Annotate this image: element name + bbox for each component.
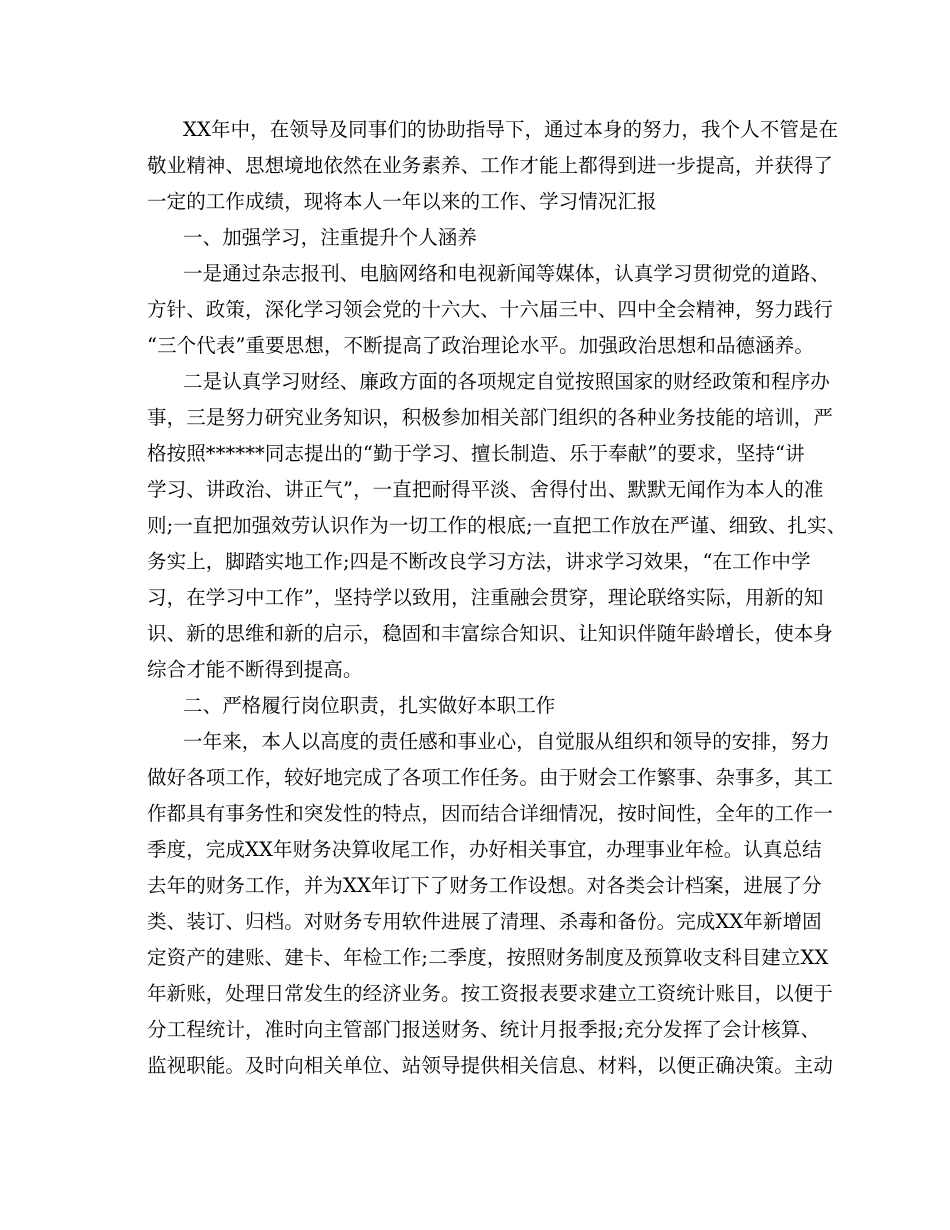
text-line: 一年来，本人以高度的责任感和事业心，自觉服从组织和领导的安排，努力 [183,730,830,753]
text-line: 方针、政策，深化学习领会党的十六大、十六届三中、四中全会精神，努力践行 [147,298,834,321]
section-heading: 二、严格履行岗位职责，扎实做好本职工作 [183,694,556,717]
section-heading: 一、加强学习，注重提升个人涵养 [183,226,478,249]
text-line: 一定的工作成绩，现将本人一年以来的工作、学习情况汇报 [147,190,657,213]
text-line: 类、装订、归档。对财务专用软件进展了清理、杀毒和备份。完成XX年新增固 [147,910,822,933]
text-line: 年新账，处理日常发生的经济业务。按工资报表要求建立工资统计账目，以便于 [147,982,834,1005]
text-line: 分工程统计，准时向主管部门报送财务、统计月报季报;充分发挥了会计核算、 [147,1018,821,1041]
text-line: 格按照******同志提出的“勤于学习、擅长制造、乐于奉献”的要求，坚持“讲 [147,442,805,465]
text-line: 二是认真学习财经、廉政方面的各项规定自觉按照国家的财经政策和程序办 [183,370,830,393]
text-line: 综合才能不断得到提高。 [147,658,363,681]
text-line: 则;一直把加强效劳认识作为一切工作的根底;一直把工作放在严谨、细致、扎实、 [147,514,847,537]
text-line: 习，在学习中工作”，坚持学以致用，注重融会贯穿，理论联络实际，用新的知 [147,586,824,609]
text-line: 事，三是努力研究业务知识，积极参加相关部门组织的各种业务技能的培训，严 [147,406,834,429]
text-line: 做好各项工作，较好地完成了各项工作任务。由于财会工作繁事、杂事多，其工 [147,766,834,789]
text-line: 监视职能。及时向相关单位、站领导提供相关信息、材料，以便正确决策。主动 [147,1054,834,1077]
text-line: 识、新的思维和新的启示，稳固和丰富综合知识、让知识伴随年龄增长，使本身 [147,622,834,645]
text-line: 敬业精神、思想境地依然在业务素养、工作才能上都得到进一步提高，并获得了 [147,154,834,177]
text-line: 季度，完成XX年财务决算收尾工作，办好相关事宜，办理事业年检。认真总结 [147,838,822,861]
text-line: 作都具有事务性和突发性的特点，因而结合详细情况，按时间性，全年的工作一 [147,802,834,825]
text-line: 学习、讲政治、讲正气”，一直把耐得平淡、舍得付出、默默无闻作为本人的准 [147,478,824,501]
text-line: 去年的财务工作，并为XX年订下了财务工作设想。对各类会计档案，进展了分 [147,874,822,897]
text-line: 定资产的建账、建卡、年检工作;二季度，按照财务制度及预算收支科目建立XX [147,946,829,969]
text-line: XX年中，在领导及同事们的协助指导下，通过本身的努力，我个人不管是在 [183,118,839,141]
text-line: 一是通过杂志报刊、电脑网络和电视新闻等媒体，认真学习贯彻党的道路、 [183,262,830,285]
text-line: “三个代表”重要思想，不断提高了政治理论水平。加强政治思想和品德涵养。 [147,334,814,357]
text-line: 务实上，脚踏实地工作;四是不断改良学习方法，讲求学习效果，“在工作中学 [147,550,811,573]
